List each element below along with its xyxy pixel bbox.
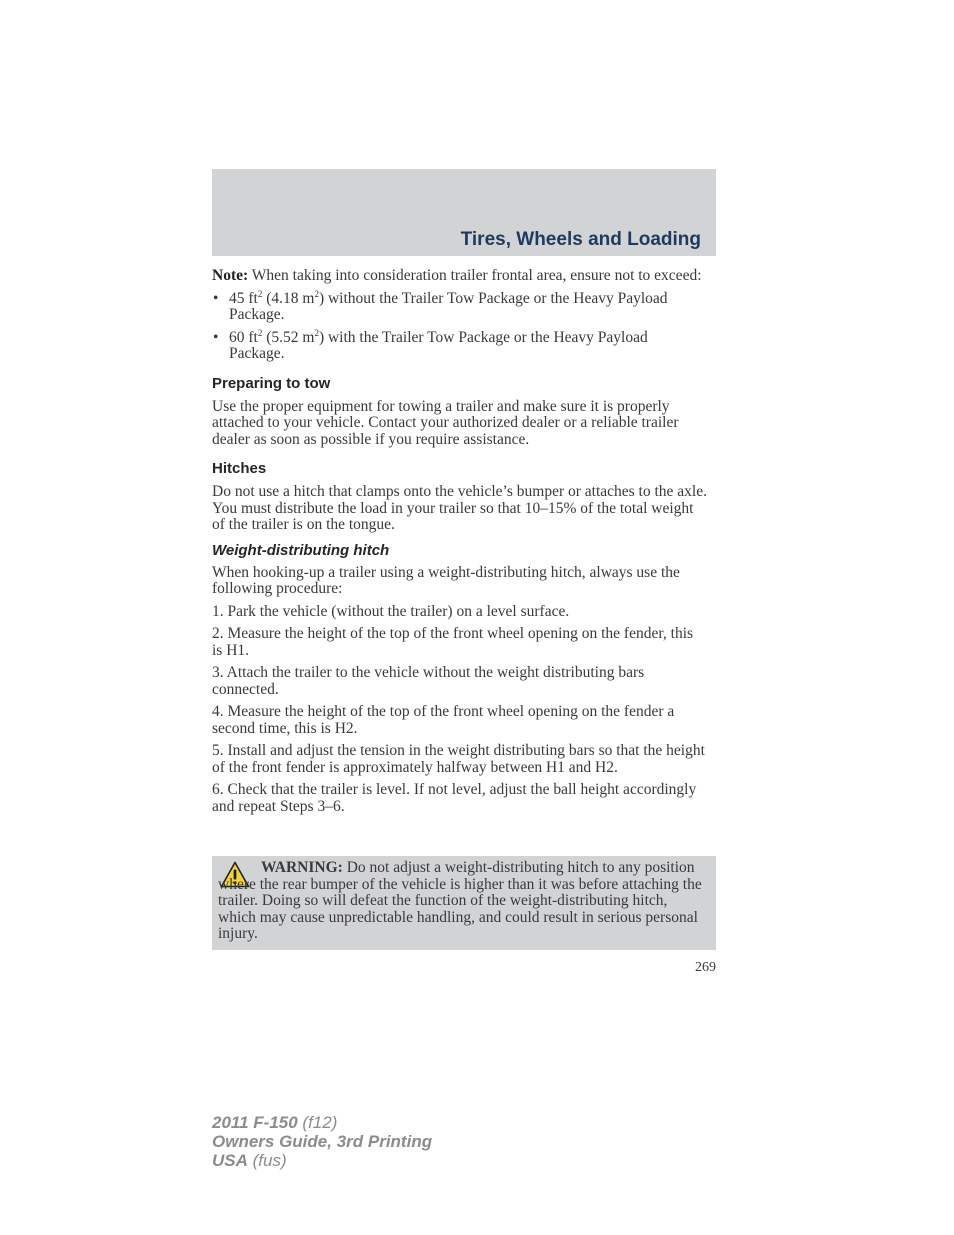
warning-box [212,856,716,950]
footer-line-guide: Owners Guide, 3rd Printing [212,1132,433,1151]
list-item-text: (5.52 m [262,328,315,346]
note-label: Note: [212,267,249,284]
weight-distributing-hitch-heading: Weight-distributing hitch [212,541,390,559]
list-item-text: 60 ft [229,328,258,346]
footer-region-code: (fus) [247,1151,287,1170]
list-item-text: 45 ft [229,289,258,307]
weight-distributing-intro: When hooking-up a trailer using a weight-distributing hitch, always use the following procedure: [212,563,680,597]
document-footer [212,1113,432,1170]
warning-label: WARNING: [261,859,343,876]
hitches-text: Do not use a hitch that clamps onto the vehicle’s bumper or attaches to the axle. You must distribute the load in your trailer so that 10–15% of the total weight of the trailer is on the tongue. [212,483,707,533]
procedure-step: 3. Attach the trailer to the vehicle without the weight distributing bars connected. [212,664,645,698]
procedure-step: 5. Install and adjust the tension in the weight distributing bars so that the height of the front fender is approximately halfway between H1 and H2. [212,742,705,776]
footer-line-region [212,1151,432,1170]
list-item [212,327,707,363]
list-item-text: ) with the Trailer Tow Package or the Heavy Payload Package. [229,328,648,362]
section-title: Tires, Wheels and Loading [460,229,701,250]
warning-body: Do not adjust a weight-distributing hitch to any position where the rear bumper of the vehicle is higher than it was before attaching the trailer. Doing so will defeat the function of the weight-distributing hitch, which may cause unpredictable handling, and could result in serious personal injury. [218,859,702,942]
superscript: 2 [257,327,263,338]
superscript: 2 [257,288,263,299]
list-item-text: ) without the Trailer Tow Package or the Heavy Payload Package. [229,289,668,323]
footer-line-model [212,1113,432,1132]
page-number: 269 [695,960,716,975]
note-paragraph [212,268,707,285]
list-item [212,288,707,324]
procedure-step: 1. Park the vehicle (without the trailer) on a level surface. [212,602,570,620]
preparing-to-tow-text: Use the proper equipment for towing a trailer and make sure it is properly attached to your vehicle. Contact your authorized dealer or a reliable trailer dealer as soon as possible if you require assistance. [212,397,679,448]
hitches-heading: Hitches [212,460,267,477]
page-content [212,268,707,821]
footer-model: 2011 F-150 [212,1113,298,1132]
section-header-band [212,169,716,256]
superscript: 2 [314,288,319,299]
list-item-text: (4.18 m [262,289,315,307]
preparing-to-tow-heading: Preparing to tow [212,374,331,392]
footer-model-code: (f12) [297,1113,338,1132]
procedure-step: 2. Measure the height of the top of the front wheel opening on the fender, this is H1. [212,625,694,659]
warning-text [218,860,708,943]
procedure-step: 4. Measure the height of the top of the front wheel opening on the fender a second time, this is H2. [212,703,675,737]
procedure-step: 6. Check that the trailer is level. If not level, adjust the ball height accordingly and repeat Steps 3–6. [212,781,697,815]
frontal-area-list [212,288,707,363]
footer-region: USA [212,1151,248,1170]
superscript: 2 [314,327,319,338]
note-text: When taking into consideration trailer frontal area, ensure not to exceed: [248,267,702,284]
